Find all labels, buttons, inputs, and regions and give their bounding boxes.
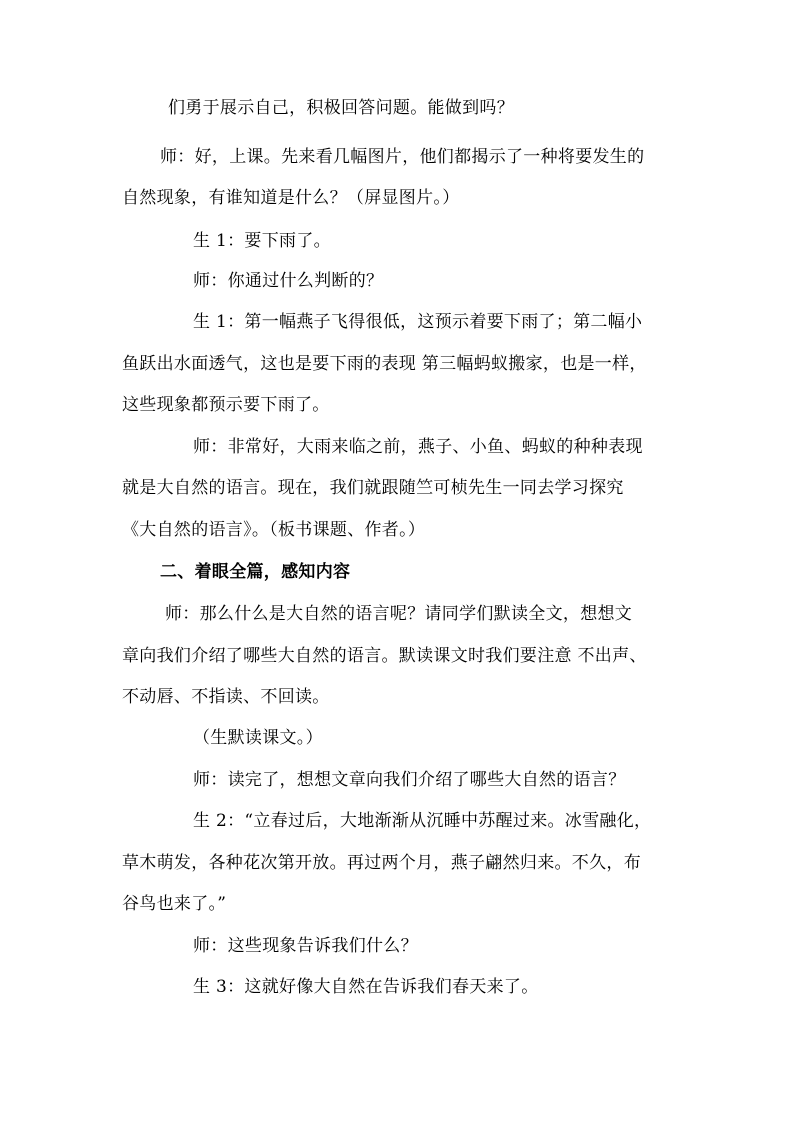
text-line: 师：好，上课。先来看几幅图片，他们都揭示了一种将要发生的 xyxy=(160,147,645,167)
text-line: 师：非常好，大雨来临之前，燕子、小鱼、蚂蚁的种种表现 xyxy=(193,437,643,457)
text-line: 生 3：这就好像大自然在告诉我们春天来了。 xyxy=(193,977,539,997)
text-line: 草木萌发，各种花次第开放。再过两个月，燕子翩然归来。不久，布 xyxy=(122,853,641,873)
text-line: 谷鸟也来了。” xyxy=(122,894,227,914)
text-line: （生默读课文。） xyxy=(193,728,323,748)
text-line: 这些现象都预示要下雨了。 xyxy=(122,395,330,415)
text-line: 生 1：要下雨了。 xyxy=(193,231,331,251)
text-line: 鱼跃出水面透气，这也是要下雨的表现 第三幅蚂蚁搬家，也是一样， xyxy=(122,354,647,374)
text-line: 不动唇、不指读、不回读。 xyxy=(122,687,330,707)
text-line: 师：那么什么是大自然的语言呢？请同学们默读全文，想想文 xyxy=(165,604,633,624)
text-line: 生 2：“立春过后，大地渐渐从沉睡中苏醒过来。冰雪融化， xyxy=(193,811,652,831)
section-heading: 二、着眼全篇，感知内容 xyxy=(160,562,351,582)
text-line: 就是大自然的语言。现在，我们就跟随竺可桢先生一同去学习探究 xyxy=(122,478,624,498)
text-line: 自然现象，有谁知道是什么？（屏显图片。） xyxy=(122,188,460,208)
text-line: 师：读完了，想想文章向我们介绍了哪些大自然的语言？ xyxy=(193,770,626,790)
text-line: 《大自然的语言》。（板书课题、作者。） xyxy=(122,520,426,540)
text-line: 章向我们介绍了哪些大自然的语言。默读课文时我们要注意 不出声、 xyxy=(122,646,647,666)
text-line: 生 1：第一幅燕子飞得很低，这预示着要下雨了；第二幅小 xyxy=(193,312,643,332)
text-line: 们勇于展示自己，积极回答问题。能做到吗？ xyxy=(168,98,514,118)
text-line: 师：你通过什么判断的？ xyxy=(193,271,384,291)
text-line: 师：这些现象告诉我们什么？ xyxy=(193,936,418,956)
